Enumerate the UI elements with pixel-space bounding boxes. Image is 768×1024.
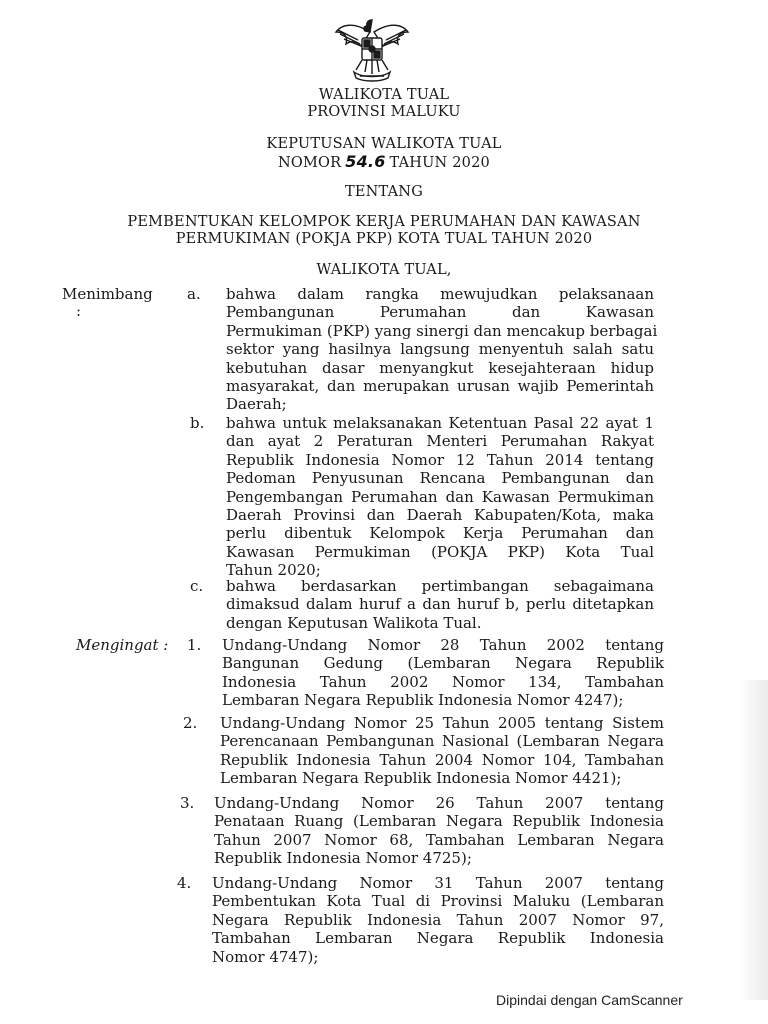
menimbang-item-line: bahwa dalam rangka mewujudkan pelaksanaan: [226, 285, 654, 303]
menimbang-item-marker: c.: [190, 577, 204, 595]
garuda-emblem-icon: [334, 14, 410, 84]
mengingat-item-line: Negara Republik Indonesia Tahun 2007 Nomor 97,: [212, 910, 664, 929]
menimbang-item-line: Tahun 2020;: [226, 561, 321, 580]
mengingat-item-text: [220, 714, 664, 788]
menimbang-item-line: Pengembangan Perumahan dan Kawasan Permukiman: [226, 487, 654, 506]
decree-number-handwritten: 54.6: [345, 152, 386, 171]
menimbang-item-line: Pedoman Penyusunan Rencana Pembangunan dan: [226, 469, 654, 488]
menimbang-item-text: [226, 577, 654, 632]
menimbang-item-line: Pembangunan Perumahan dan Kawasan: [226, 303, 654, 322]
mengingat-item-marker: 1.: [187, 636, 202, 654]
menimbang-colon: :: [76, 302, 82, 320]
decree-number-suffix: TAHUN 2020: [389, 155, 490, 171]
mengingat-item-line: Undang-Undang Nomor 28 Tahun 2002 tentang: [222, 636, 664, 654]
decree-number-prefix: NOMOR: [278, 155, 342, 171]
mengingat-label: Mengingat :: [76, 636, 169, 654]
mengingat-item-marker: 3.: [180, 794, 195, 812]
menimbang-item-line: bahwa untuk melaksanakan Ketentuan Pasal 22 ayat 1: [226, 414, 654, 432]
menimbang-item-line: Republik Indonesia Nomor 12 Tahun 2014 tentang: [226, 450, 654, 469]
menimbang-item-line: sektor yang hasilnya langsung menyentuh salah satu: [226, 340, 654, 359]
mengingat-item-line: Penataan Ruang (Lembaran Negara Republik Indonesia: [214, 812, 664, 831]
menimbang-item-line: dengan Keputusan Walikota Tual.: [226, 613, 482, 632]
menimbang-item-line: bahwa berdasarkan pertimbangan sebagaimana: [226, 577, 654, 595]
menimbang-item-marker: a.: [187, 285, 201, 303]
menimbang-item-line: perlu dibentuk Kelompok Kerja Perumahan dan: [226, 524, 654, 543]
header-province: PROVINSI MALUKU: [307, 104, 461, 120]
mengingat-item-text: [222, 636, 664, 710]
scanner-watermark: Dipindai dengan CamScanner: [496, 992, 683, 1008]
tentang-heading: TENTANG: [345, 184, 423, 200]
mengingat-item-line: Lembaran Negara Republik Indonesia Nomor 4421);: [220, 769, 622, 788]
subject-line-2: PERMUKIMAN (POKJA PKP) KOTA TUAL TAHUN 2020: [175, 231, 593, 247]
issuer-heading: WALIKOTA TUAL,: [316, 262, 452, 278]
mengingat-item-text: [212, 874, 664, 966]
mengingat-item-text: [214, 794, 664, 868]
mengingat-item-line: Pembentukan Kota Tual di Provinsi Maluku (Lembaran: [212, 892, 664, 911]
mengingat-item-marker: 4.: [177, 874, 192, 892]
mengingat-item-line: Indonesia Tahun 2002 Nomor 134, Tambahan: [222, 672, 664, 691]
menimbang-item-line: dimaksud dalam huruf a dan huruf b, perlu ditetapkan: [226, 595, 654, 614]
decree-number-line: [0, 152, 768, 171]
subject-line-1: PEMBENTUKAN KELOMPOK KERJA PERUMAHAN DAN KAWASAN: [127, 214, 641, 230]
mengingat-item-line: Undang-Undang Nomor 26 Tahun 2007 tentang: [214, 794, 664, 812]
mengingat-item-line: Perencanaan Pembangunan Nasional (Lembaran Negara: [220, 732, 664, 751]
mengingat-item-line: Undang-Undang Nomor 31 Tahun 2007 tentang: [212, 874, 664, 892]
mengingat-item-line: Lembaran Negara Republik Indonesia Nomor 4247);: [222, 691, 624, 710]
menimbang-item-line: Daerah;: [226, 395, 287, 414]
mengingat-item-line: Tahun 2007 Nomor 68, Tambahan Lembaran Negara: [214, 830, 664, 849]
mengingat-item-line: Republik Indonesia Nomor 4725);: [214, 849, 472, 868]
menimbang-item-line: kebutuhan dasar menyangkut kesejahteraan hidup: [226, 358, 654, 377]
mengingat-item-line: Undang-Undang Nomor 25 Tahun 2005 tentang Sistem: [220, 714, 664, 732]
menimbang-item-line: Permukiman (PKP) yang sinergi dan mencakup berbagai: [226, 321, 658, 340]
mengingat-item-line: Bangunan Gedung (Lembaran Negara Republik: [222, 654, 664, 673]
menimbang-item-line: masyarakat, dan merupakan urusan wajib Pemerintah: [226, 376, 654, 395]
header-walikota: WALIKOTA TUAL: [318, 87, 450, 103]
menimbang-label: Menimbang: [62, 285, 153, 303]
menimbang-item-text: [226, 414, 654, 580]
menimbang-item-marker: b.: [190, 414, 205, 432]
menimbang-item-text: [226, 285, 658, 414]
mengingat-item-marker: 2.: [183, 714, 198, 732]
menimbang-item-line: Daerah Provinsi dan Daerah Kabupaten/Kota, maka: [226, 505, 654, 524]
decree-title: KEPUTUSAN WALIKOTA TUAL: [266, 136, 502, 152]
scan-edge-shadow: [738, 680, 768, 1000]
mengingat-item-line: Nomor 4747);: [212, 947, 319, 966]
mengingat-item-line: Republik Indonesia Tahun 2004 Nomor 104, Tambahan: [220, 750, 664, 769]
mengingat-item-line: Tambahan Lembaran Negara Republik Indonesia: [212, 929, 664, 948]
menimbang-item-line: Kawasan Permukiman (POKJA PKP) Kota Tual: [226, 542, 654, 561]
menimbang-item-line: dan ayat 2 Peraturan Menteri Perumahan Rakyat: [226, 432, 654, 451]
